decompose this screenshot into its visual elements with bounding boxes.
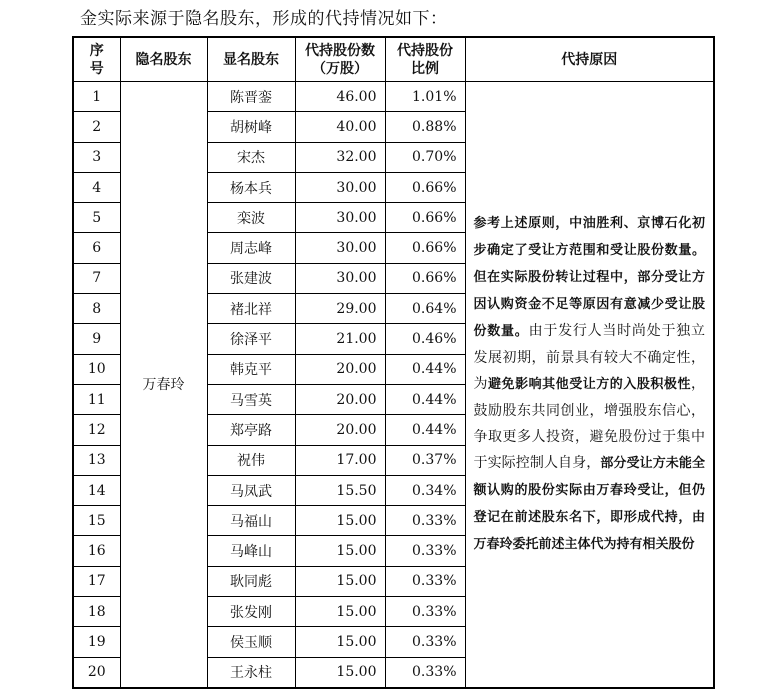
shown-shareholder-cell: 杨本兵 <box>207 172 295 202</box>
row-index: 3 <box>73 142 120 172</box>
shares-cell: 15.50 <box>295 475 385 505</box>
reason-bold-3: 部分受让方未能全额认购的股份实际由万春玲受让，但仍登记在前述股东名下，即形成代持，由万春玲委托前述主体代为持有相关股份 <box>473 456 705 553</box>
shares-cell: 30.00 <box>295 263 385 293</box>
shares-cell: 15.00 <box>295 627 385 657</box>
ratio-cell: 0.33% <box>385 627 465 657</box>
row-index: 16 <box>73 536 120 566</box>
shares-cell: 15.00 <box>295 597 385 627</box>
row-index: 14 <box>73 475 120 505</box>
row-index: 7 <box>73 263 120 293</box>
header-shown-shareholder: 显名股东 <box>207 37 295 82</box>
row-index: 13 <box>73 445 120 475</box>
row-index: 9 <box>73 324 120 354</box>
row-index: 10 <box>73 354 120 384</box>
shown-shareholder-cell: 马福山 <box>207 506 295 536</box>
shares-cell: 17.00 <box>295 445 385 475</box>
shares-cell: 30.00 <box>295 172 385 202</box>
row-index: 19 <box>73 627 120 657</box>
row-index: 1 <box>73 82 120 112</box>
ratio-cell: 0.66% <box>385 172 465 202</box>
row-index: 5 <box>73 203 120 233</box>
shown-shareholder-cell: 宋杰 <box>207 142 295 172</box>
holding-table <box>72 36 715 689</box>
ratio-cell: 0.64% <box>385 294 465 324</box>
row-index: 15 <box>73 506 120 536</box>
row-index: 20 <box>73 657 120 688</box>
reason-cell <box>465 82 714 688</box>
reason-normal-1: 由于发行人当时尚处于独立发展初期，前景具有较大不确定性，为 <box>473 323 705 393</box>
ratio-cell: 0.46% <box>385 324 465 354</box>
shown-shareholder-cell: 陈晋銮 <box>207 82 295 112</box>
ratio-cell: 0.70% <box>385 142 465 172</box>
reason-normal-2: ，鼓励股东共同创业，增强股东信心，争取更多人投资，避免股份过于集中于实际控制人自身， <box>473 376 705 472</box>
ratio-cell: 0.33% <box>385 536 465 566</box>
shown-shareholder-cell: 张发刚 <box>207 597 295 627</box>
table-header-row <box>73 37 714 82</box>
shown-shareholder-cell: 韩克平 <box>207 354 295 384</box>
shown-shareholder-cell: 王永柱 <box>207 657 295 688</box>
ratio-cell: 0.66% <box>385 203 465 233</box>
shares-cell: 20.00 <box>295 354 385 384</box>
header-index: 序号 <box>73 37 120 82</box>
ratio-cell: 0.44% <box>385 384 465 414</box>
row-index: 8 <box>73 294 120 324</box>
shares-cell: 21.00 <box>295 324 385 354</box>
shown-shareholder-cell: 张建波 <box>207 263 295 293</box>
ratio-cell: 0.33% <box>385 657 465 688</box>
shares-cell: 20.00 <box>295 415 385 445</box>
ratio-cell: 0.88% <box>385 112 465 142</box>
shown-shareholder-cell: 徐泽平 <box>207 324 295 354</box>
shares-cell: 15.00 <box>295 657 385 688</box>
table-row <box>73 82 714 112</box>
shares-cell: 30.00 <box>295 203 385 233</box>
shown-shareholder-cell: 栾波 <box>207 203 295 233</box>
row-index: 17 <box>73 566 120 596</box>
shares-cell: 15.00 <box>295 506 385 536</box>
ratio-cell: 0.66% <box>385 233 465 263</box>
shown-shareholder-cell: 马雪英 <box>207 384 295 414</box>
shown-shareholder-cell: 侯玉顺 <box>207 627 295 657</box>
ratio-cell: 0.34% <box>385 475 465 505</box>
shares-cell: 15.00 <box>295 536 385 566</box>
header-hidden-shareholder: 隐名股东 <box>120 37 207 82</box>
reason-bold-2: 避免影响其他受让方的入股积极性 <box>488 377 691 393</box>
ratio-cell: 0.44% <box>385 415 465 445</box>
row-index: 2 <box>73 112 120 142</box>
ratio-cell: 0.44% <box>385 354 465 384</box>
ratio-cell: 0.33% <box>385 566 465 596</box>
ratio-cell: 1.01% <box>385 82 465 112</box>
ratio-cell: 0.37% <box>385 445 465 475</box>
shares-cell: 30.00 <box>295 233 385 263</box>
row-index: 11 <box>73 384 120 414</box>
row-index: 18 <box>73 597 120 627</box>
shares-cell: 29.00 <box>295 294 385 324</box>
shares-cell: 46.00 <box>295 82 385 112</box>
row-index: 12 <box>73 415 120 445</box>
shares-cell: 40.00 <box>295 112 385 142</box>
header-reason: 代持原因 <box>465 37 714 82</box>
row-index: 4 <box>73 172 120 202</box>
hidden-shareholder-cell: 万春玲 <box>120 82 207 688</box>
table-body <box>73 82 714 688</box>
ratio-cell: 0.33% <box>385 597 465 627</box>
shown-shareholder-cell: 耿同彪 <box>207 566 295 596</box>
shown-shareholder-cell: 郑亭路 <box>207 415 295 445</box>
shown-shareholder-cell: 周志峰 <box>207 233 295 263</box>
header-shares: 代持股份数（万股） <box>295 37 385 82</box>
ratio-cell: 0.33% <box>385 506 465 536</box>
shown-shareholder-cell: 胡树峰 <box>207 112 295 142</box>
shares-cell: 32.00 <box>295 142 385 172</box>
shares-cell: 15.00 <box>295 566 385 596</box>
shown-shareholder-cell: 马凤武 <box>207 475 295 505</box>
row-index: 6 <box>73 233 120 263</box>
ratio-cell: 0.66% <box>385 263 465 293</box>
shown-shareholder-cell: 马峰山 <box>207 536 295 566</box>
shown-shareholder-cell: 褚北祥 <box>207 294 295 324</box>
shares-cell: 20.00 <box>295 384 385 414</box>
shown-shareholder-cell: 祝伟 <box>207 445 295 475</box>
reason-bold-1: 参考上述原则，中油胜利、京博石化初步确定了受让方范围和受让股份数量。但在实际股份转让过程中，部分受让方因认购资金不足等原因有意减少受让股份数量。 <box>473 216 705 340</box>
header-ratio: 代持股份比例 <box>385 37 465 82</box>
intro-text: 金实际来源于隐名股东，形成的代持情况如下： <box>80 9 448 29</box>
